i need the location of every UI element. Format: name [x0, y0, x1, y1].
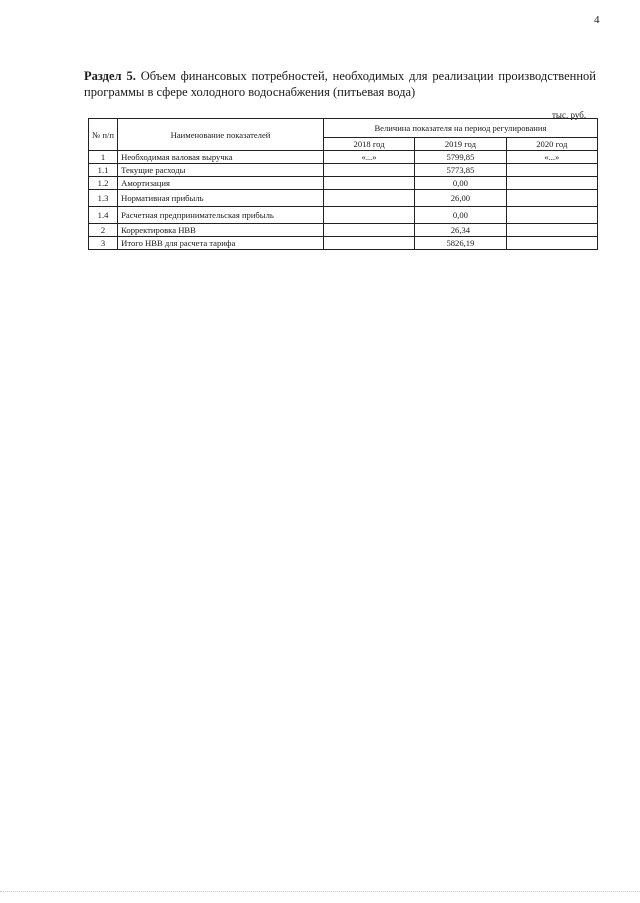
- row-value-2020: «...»: [506, 151, 597, 164]
- row-value-2020: [506, 164, 597, 177]
- table-header-row: [89, 119, 598, 138]
- page-number: 4: [594, 14, 600, 26]
- table-row: [89, 237, 598, 250]
- row-value-2019: 5799,85: [415, 151, 506, 164]
- header-year-2018: 2018 год: [323, 138, 414, 151]
- row-num: 1.3: [89, 190, 118, 207]
- row-num: 1.4: [89, 207, 118, 224]
- table-row: [89, 207, 598, 224]
- row-name: Корректировка НВВ: [118, 224, 324, 237]
- table-row: [89, 151, 598, 164]
- row-value-2019: 26,34: [415, 224, 506, 237]
- table-row: [89, 224, 598, 237]
- row-value-2018: [323, 177, 414, 190]
- row-value-2019: 26,00: [415, 190, 506, 207]
- row-num: 3: [89, 237, 118, 250]
- row-value-2020: [506, 177, 597, 190]
- header-period: Величина показателя на период регулирования: [323, 119, 597, 138]
- section-heading: [84, 68, 596, 100]
- row-value-2018: [323, 190, 414, 207]
- table-row: [89, 177, 598, 190]
- table-row: [89, 164, 598, 177]
- row-value-2018: [323, 237, 414, 250]
- row-num: 1.2: [89, 177, 118, 190]
- header-year-2020: 2020 год: [506, 138, 597, 151]
- row-value-2018: [323, 207, 414, 224]
- row-name: Текущие расходы: [118, 164, 324, 177]
- indicators-table: [88, 118, 598, 250]
- row-num: 1: [89, 151, 118, 164]
- header-year-2019: 2019 год: [415, 138, 506, 151]
- header-name: Наименование показателей: [118, 119, 324, 151]
- section-title: Объем финансовых потребностей, необходимых для реализации производственной программы в сфере холодного водоснабжения (питьевая вода): [84, 69, 596, 99]
- row-name: Необходимая валовая выручка: [118, 151, 324, 164]
- row-value-2018: «...»: [323, 151, 414, 164]
- row-value-2019: 0,00: [415, 207, 506, 224]
- row-name: Итого НВВ для расчета тарифа: [118, 237, 324, 250]
- row-name: Расчетная предпринимательская прибыль: [118, 207, 324, 224]
- row-value-2019: 0,00: [415, 177, 506, 190]
- row-value-2020: [506, 237, 597, 250]
- row-value-2020: [506, 207, 597, 224]
- row-num: 2: [89, 224, 118, 237]
- row-value-2018: [323, 164, 414, 177]
- row-name: Амортизация: [118, 177, 324, 190]
- unit-label: тыс. руб.: [552, 110, 587, 120]
- row-value-2020: [506, 190, 597, 207]
- row-num: 1.1: [89, 164, 118, 177]
- table-row: [89, 190, 598, 207]
- section-label: Раздел 5.: [84, 69, 136, 83]
- row-name: Нормативная прибыль: [118, 190, 324, 207]
- footer-divider: [0, 891, 640, 892]
- header-num: № п/п: [89, 119, 118, 151]
- row-value-2020: [506, 224, 597, 237]
- row-value-2019: 5773,85: [415, 164, 506, 177]
- row-value-2019: 5826,19: [415, 237, 506, 250]
- row-value-2018: [323, 224, 414, 237]
